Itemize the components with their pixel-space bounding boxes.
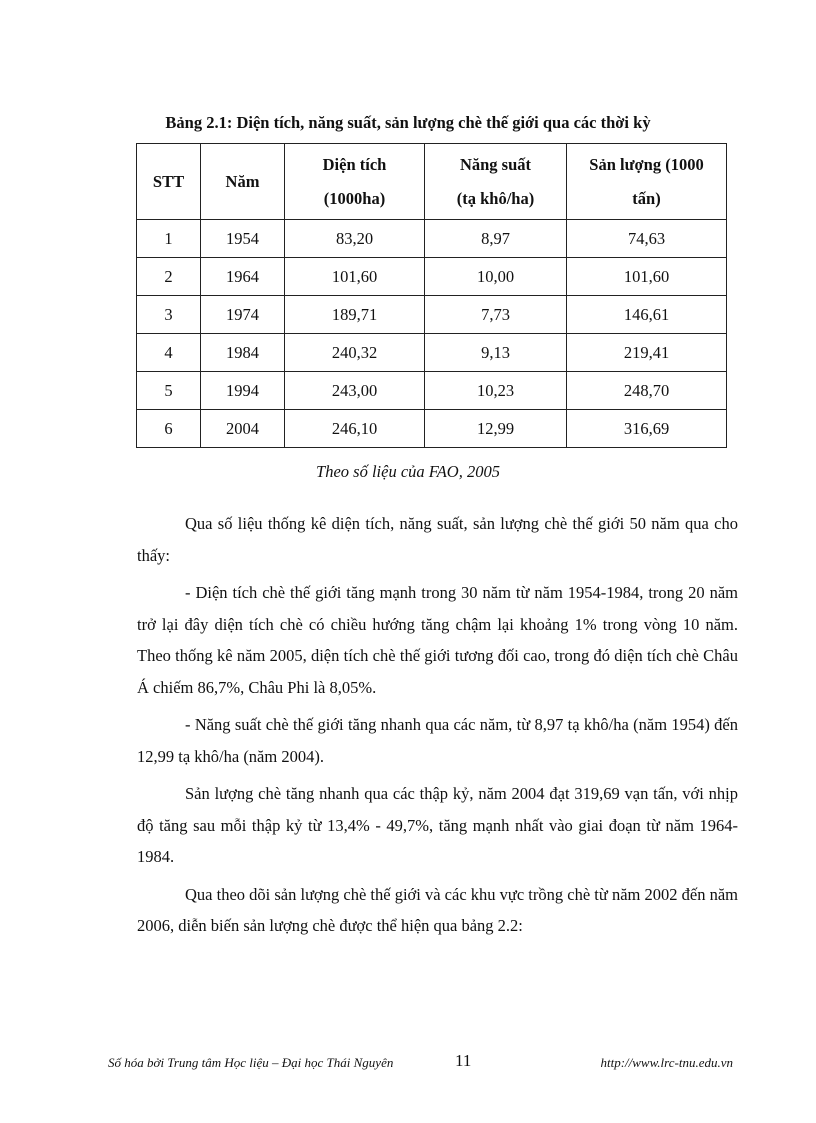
- cell-stt: 5: [137, 372, 201, 410]
- header-san-luong-line1: Sản lượng (1000: [589, 154, 704, 174]
- cell-nam: 1964: [201, 258, 285, 296]
- cell-nang-suat: 9,13: [425, 334, 567, 372]
- cell-stt: 3: [137, 296, 201, 334]
- table-row: [137, 296, 727, 334]
- cell-dien-tich: 189,71: [285, 296, 425, 334]
- header-dien-tich-line1: Diện tích: [322, 154, 387, 174]
- cell-san-luong: 74,63: [567, 220, 727, 258]
- header-nam: Năm: [201, 144, 285, 220]
- cell-nam: 1974: [201, 296, 285, 334]
- header-dien-tich-line2: (1000ha): [323, 188, 386, 208]
- cell-nam: 2004: [201, 410, 285, 448]
- cell-nam: 1984: [201, 334, 285, 372]
- cell-dien-tich: 101,60: [285, 258, 425, 296]
- paragraph: Sản lượng chè tăng nhanh qua các thập kỷ, năm 2004 đạt 319,69 vạn tấn, với nhịp độ tăng sau mỗi thập kỷ từ 13,4% - 49,7%, tăng mạnh nhất vào giai đoạn từ năm 1964-1984.: [137, 784, 738, 866]
- header-stt: STT: [137, 144, 201, 220]
- cell-san-luong: 248,70: [567, 372, 727, 410]
- cell-nam: 1994: [201, 372, 285, 410]
- table-caption: Bảng 2.1: Diện tích, năng suất, sản lượng chè thế giới qua các thời kỳ: [165, 113, 651, 132]
- cell-dien-tich: 240,32: [285, 334, 425, 372]
- cell-stt: 1: [137, 220, 201, 258]
- paragraph: - Năng suất chè thế giới tăng nhanh qua các năm, từ 8,97 tạ khô/ha (năm 1954) đến 12,99 tạ khô/ha (năm 2004).: [137, 715, 738, 766]
- page-number: 11: [455, 1051, 472, 1070]
- header-nang-suat-line2: (tạ khô/ha): [456, 188, 535, 208]
- page-footer: [0, 1051, 816, 1079]
- cell-nang-suat: 10,00: [425, 258, 567, 296]
- cell-nang-suat: 12,99: [425, 410, 567, 448]
- cell-nang-suat: 8,97: [425, 220, 567, 258]
- cell-san-luong: 101,60: [567, 258, 727, 296]
- footer-digitized-by: Số hóa bởi Trung tâm Học liệu – Đại học Thái Nguyên: [108, 1055, 394, 1070]
- header-san-luong: [567, 144, 727, 220]
- table-row: [137, 372, 727, 410]
- header-nang-suat: [425, 144, 567, 220]
- header-dien-tich: [285, 144, 425, 220]
- header-nang-suat-line1: Năng suất: [459, 154, 532, 174]
- cell-dien-tich: 243,00: [285, 372, 425, 410]
- data-table: [136, 143, 727, 448]
- cell-dien-tich: 83,20: [285, 220, 425, 258]
- table-header-row: [137, 144, 727, 220]
- cell-stt: 6: [137, 410, 201, 448]
- header-san-luong-line2: tấn): [632, 188, 661, 208]
- cell-stt: 2: [137, 258, 201, 296]
- source-note: Theo số liệu của FAO, 2005: [316, 462, 500, 481]
- body-text: [137, 508, 738, 948]
- cell-nang-suat: 7,73: [425, 296, 567, 334]
- cell-san-luong: 146,61: [567, 296, 727, 334]
- cell-san-luong: 219,41: [567, 334, 727, 372]
- table-row: [137, 334, 727, 372]
- paragraph: Qua theo dõi sản lượng chè thế giới và các khu vực trồng chè từ năm 2002 đến năm 2006, diễn biến sản lượng chè được thể hiện qua bảng 2.2:: [137, 884, 738, 935]
- paragraph: - Diện tích chè thế giới tăng mạnh trong 30 năm từ năm 1954-1984, trong 20 năm trở lại đây diện tích chè có chiều hướng tăng chậm lại khoảng 1% trong vòng 10 năm. Theo thống kê năm 2005, diện tích chè thế giới tương đối cao, trong đó diện tích chè Châu Á chiếm 86,7%, Châu Phi là 8,05%.: [137, 583, 738, 697]
- cell-stt: 4: [137, 334, 201, 372]
- cell-san-luong: 316,69: [567, 410, 727, 448]
- cell-nang-suat: 10,23: [425, 372, 567, 410]
- cell-nam: 1954: [201, 220, 285, 258]
- paragraph: Qua số liệu thống kê diện tích, năng suất, sản lượng chè thế giới 50 năm qua cho thấy:: [137, 514, 738, 565]
- footer-url[interactable]: http://www.lrc-tnu.edu.vn: [600, 1055, 733, 1070]
- table-row: [137, 220, 727, 258]
- table-row: [137, 258, 727, 296]
- table-row: [137, 410, 727, 448]
- cell-dien-tich: 246,10: [285, 410, 425, 448]
